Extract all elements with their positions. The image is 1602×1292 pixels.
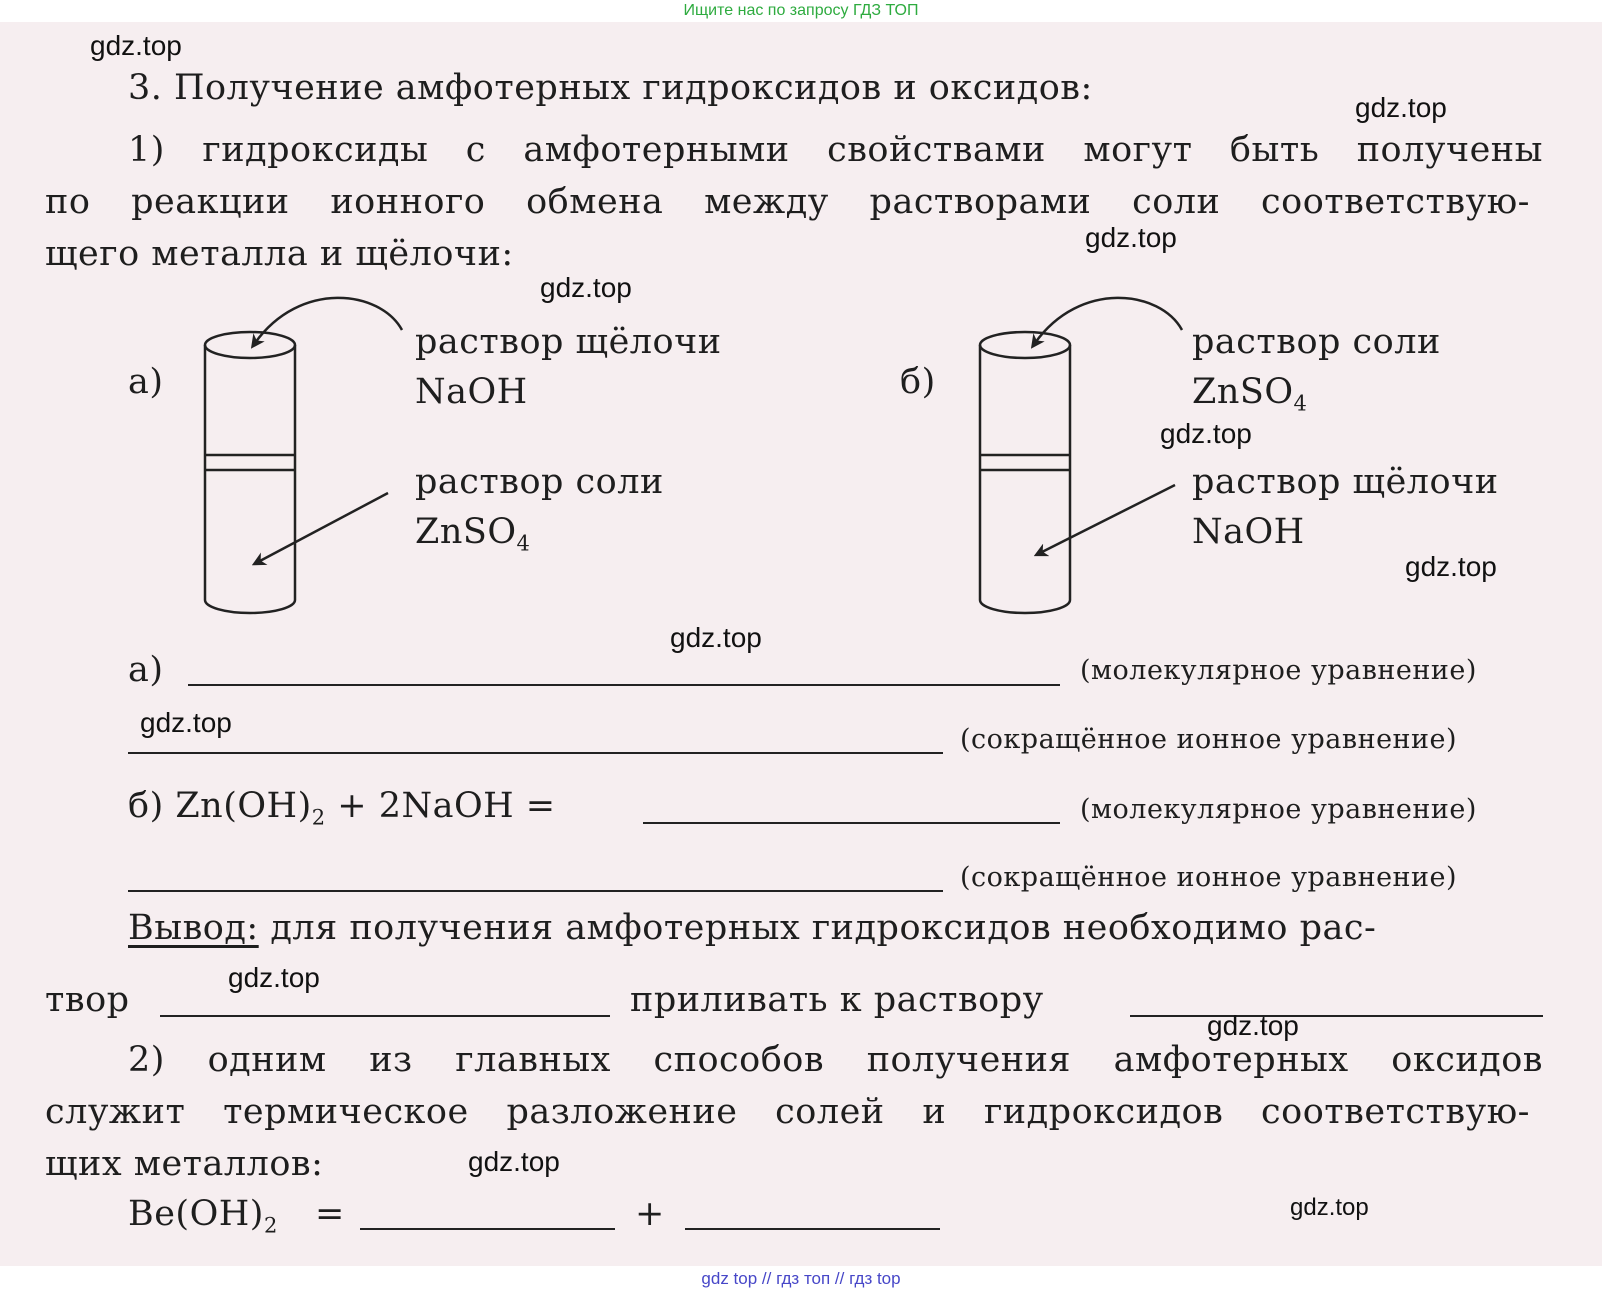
b-bottom-text: раствор щёлочи (1192, 462, 1499, 502)
conclusion-blank-1[interactable] (160, 1015, 610, 1017)
conclusion-line2-start: твор (45, 980, 130, 1020)
bottom-banner: gdz top // гдз топ // гдз top (701, 1269, 901, 1288)
tube-b (980, 332, 1070, 613)
conclusion-word: Вывод: (128, 908, 259, 948)
conclusion-blank-2[interactable] (1130, 1015, 1543, 1017)
last-eq-equals: = (315, 1194, 345, 1234)
watermark: gdz.top (1405, 551, 1497, 582)
eq-a-ionic-note: (сокращённое ионное уравнение) (960, 724, 1458, 755)
last-eq-plus: + (635, 1194, 665, 1234)
last-eq-blank-2[interactable] (685, 1228, 940, 1230)
eq-a-label: а) (128, 650, 164, 690)
diagram-label-b: б) (900, 362, 936, 402)
arrow-a-top (255, 298, 402, 343)
eq-a-ionic-blank[interactable] (128, 752, 943, 754)
b-top-formula: ZnSO$_4$ (1192, 372, 1308, 416)
eq-b-molecular-blank[interactable] (643, 822, 1060, 824)
b-top-text: раствор соли (1192, 322, 1441, 362)
a-top-formula: NaOH (415, 372, 528, 412)
p1-line1: 1) гидроксиды с амфотерными свойствами могут быть получены (128, 130, 1543, 170)
watermark: gdz.top (1160, 418, 1252, 449)
watermark: gdz.top (540, 272, 632, 303)
watermark: gdz.top (1207, 1010, 1299, 1041)
watermark: gdz.top (1085, 222, 1177, 253)
last-eq-blank-1[interactable] (360, 1228, 615, 1230)
b-bottom-formula: NaOH (1192, 512, 1305, 552)
p2-line3: щих металлов: (45, 1144, 324, 1184)
watermark: gdz.top (228, 962, 320, 993)
p2-line1: 2) одним из главных способов получения амфотерных оксидов (128, 1040, 1543, 1080)
last-eq-formula: $Be(OH)_2$ (128, 1194, 278, 1238)
watermark: gdz.top (140, 707, 232, 738)
eq-a-molecular-blank[interactable] (188, 684, 1060, 686)
eq-b-ionic-note: (сокращённое ионное уравнение) (960, 862, 1458, 893)
section-heading: 3. Получение амфотерных гидроксидов и оксидов: (128, 68, 1093, 108)
tube-a (205, 332, 295, 613)
eq-a-molecular-note: (молекулярное уравнение) (1080, 655, 1477, 686)
eq-b-formula: б) $Zn(OH)_2$ + 2NaOH = (128, 786, 556, 830)
watermark: gdz.top (1355, 92, 1447, 123)
eq-b-molecular-note: (молекулярное уравнение) (1080, 794, 1477, 825)
a-top-text: раствор щёлочи (415, 322, 722, 362)
p1-line2: по реакции ионного обмена между растворами соли соответствую- (45, 182, 1530, 222)
a-bottom-formula: ZnSO$_4$ (415, 512, 531, 556)
a-bottom-text: раствор соли (415, 462, 664, 502)
watermark: gdz.top (90, 30, 182, 61)
watermark: gdz.top (670, 622, 762, 653)
watermark: gdz.top (1290, 1194, 1369, 1221)
top-banner: Ищите нас по запросу ГДЗ ТОП (683, 2, 919, 19)
conclusion-line2-mid: приливать к раствору (630, 980, 1044, 1020)
diagram-label-a: а) (128, 362, 164, 402)
conclusion-line1: Вывод: для получения амфотерных гидроксидов необходимо рас- (128, 908, 1377, 948)
p2-line2: служит термическое разложение солей и гидроксидов соответствую- (45, 1092, 1530, 1132)
p1-line3: щего металла и щёлочи: (45, 234, 514, 274)
watermark: gdz.top (468, 1146, 560, 1177)
eq-b-ionic-blank[interactable] (128, 890, 943, 892)
arrow-b-bottom (1040, 485, 1175, 553)
arrow-a-bottom (258, 493, 388, 562)
